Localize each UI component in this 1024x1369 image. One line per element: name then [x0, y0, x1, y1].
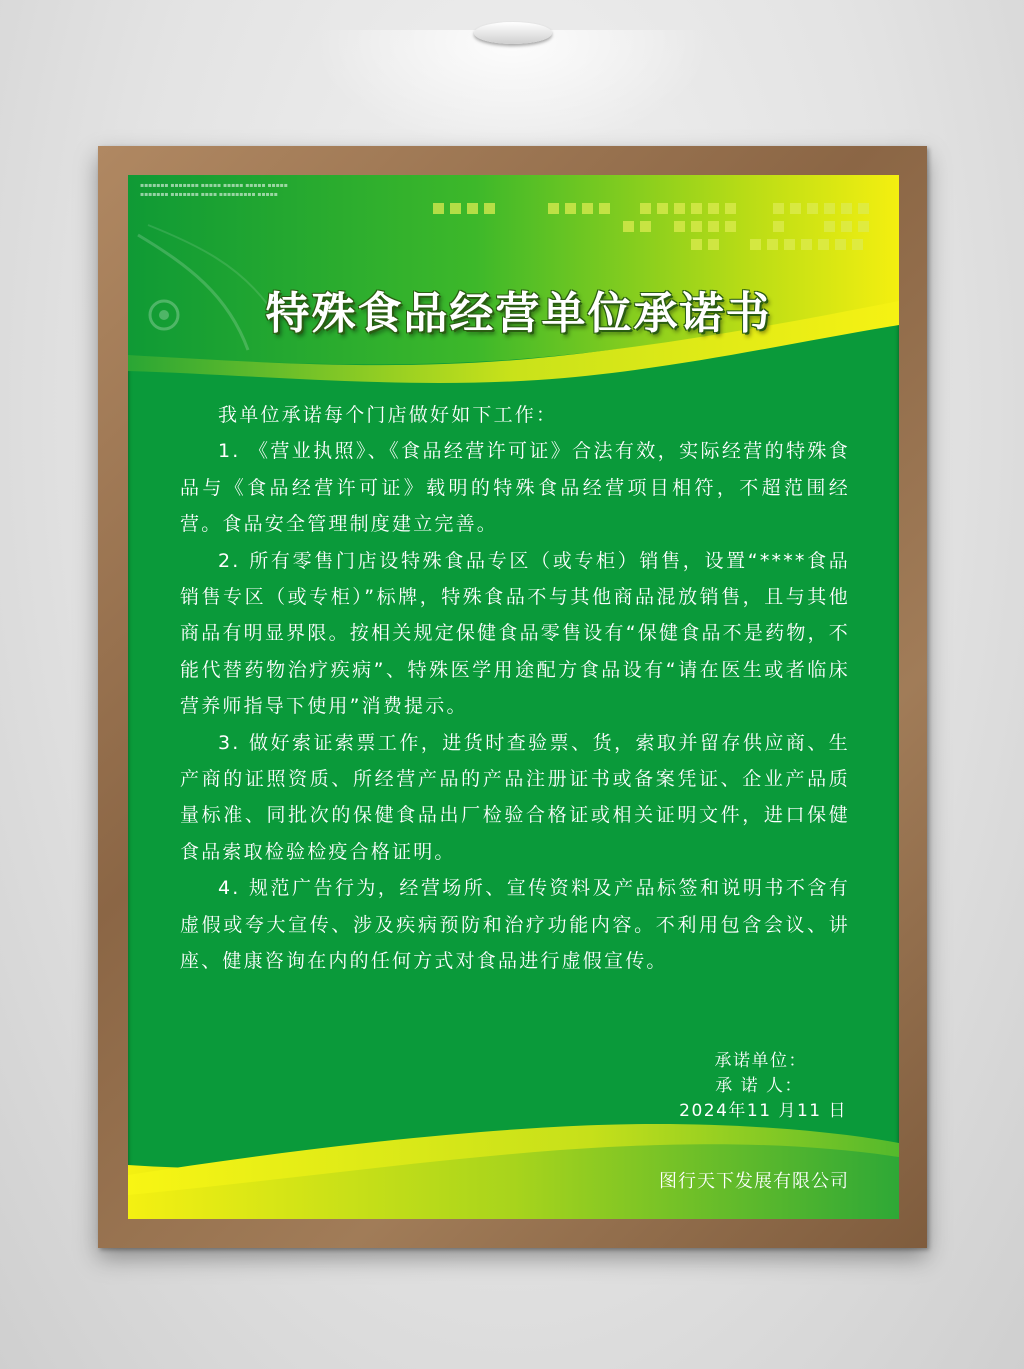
- lamp-glow: [312, 30, 712, 150]
- company-name: 图行天下发展有限公司: [659, 1171, 849, 1192]
- commitment-body: [180, 397, 850, 980]
- item-paragraph-3: 3. 做好索证索票工作，进货时查验票、货，索取并留存供应商、生产商的证照资质、所经营产品的产品注册证书或备案凭证、企业产品质量标准、同批次的保健食品出厂检验合格证或相关证明文件，进口保健食品索取检验检疫合格证明。: [180, 731, 850, 863]
- poster-title: 特殊食品经营单位承诺书: [265, 288, 772, 339]
- item-paragraph-2: 2. 所有零售门店设特殊食品专区（或专柜）销售，设置“****食品销售专区（或专柜）”标牌，特殊食品不与其他商品混放销售，且与其他商品有明显界限。按相关规定保健食品零售设有“保健食品不是药物，不能代替药物治疗疾病”、特殊医学用途配方食品设有“请在医生或者临床营养师指导下使用”消费提示。: [180, 549, 850, 718]
- ceiling-lamp: [474, 22, 552, 44]
- date: 2024年11 月11 日: [679, 1101, 847, 1121]
- item-paragraph-1: 1. 《营业执照》、《食品经营许可证》合法有效，实际经营的特殊食品与《食品经营许可证》载明的特殊食品经营项目相符，不超范围经营。食品安全管理制度建立完善。: [180, 440, 850, 536]
- person-label: 承 诺 人：: [715, 1076, 803, 1096]
- item-paragraph-4: 4. 规范广告行为，经营场所、宣传资料及产品标签和说明书不含有虚假或夸大宣传、涉及疾病预防和治疗功能内容。不利用包含会议、讲座、健康咨询在内的任何方式对食品进行虚假宣传。: [180, 877, 850, 973]
- intro-paragraph: 我单位承诺每个门店做好如下工作：: [218, 404, 558, 426]
- decorative-fine-print: ▪▪▪▪▪▪▪ ▪▪▪▪▪▪▪ ▪▪▪▪▪ ▪▪▪▪▪ ▪▪▪▪▪ ▪▪▪▪▪ ▪▪▪▪▪▪▪ ▪▪▪▪▪▪▪ ▪▪▪▪ ▪▪▪▪▪▪▪▪▪ ▪▪▪▪▪: [140, 182, 288, 198]
- unit-label: 承诺单位：: [714, 1051, 807, 1071]
- signature-block: [547, 1049, 847, 1124]
- poster: [128, 175, 899, 1219]
